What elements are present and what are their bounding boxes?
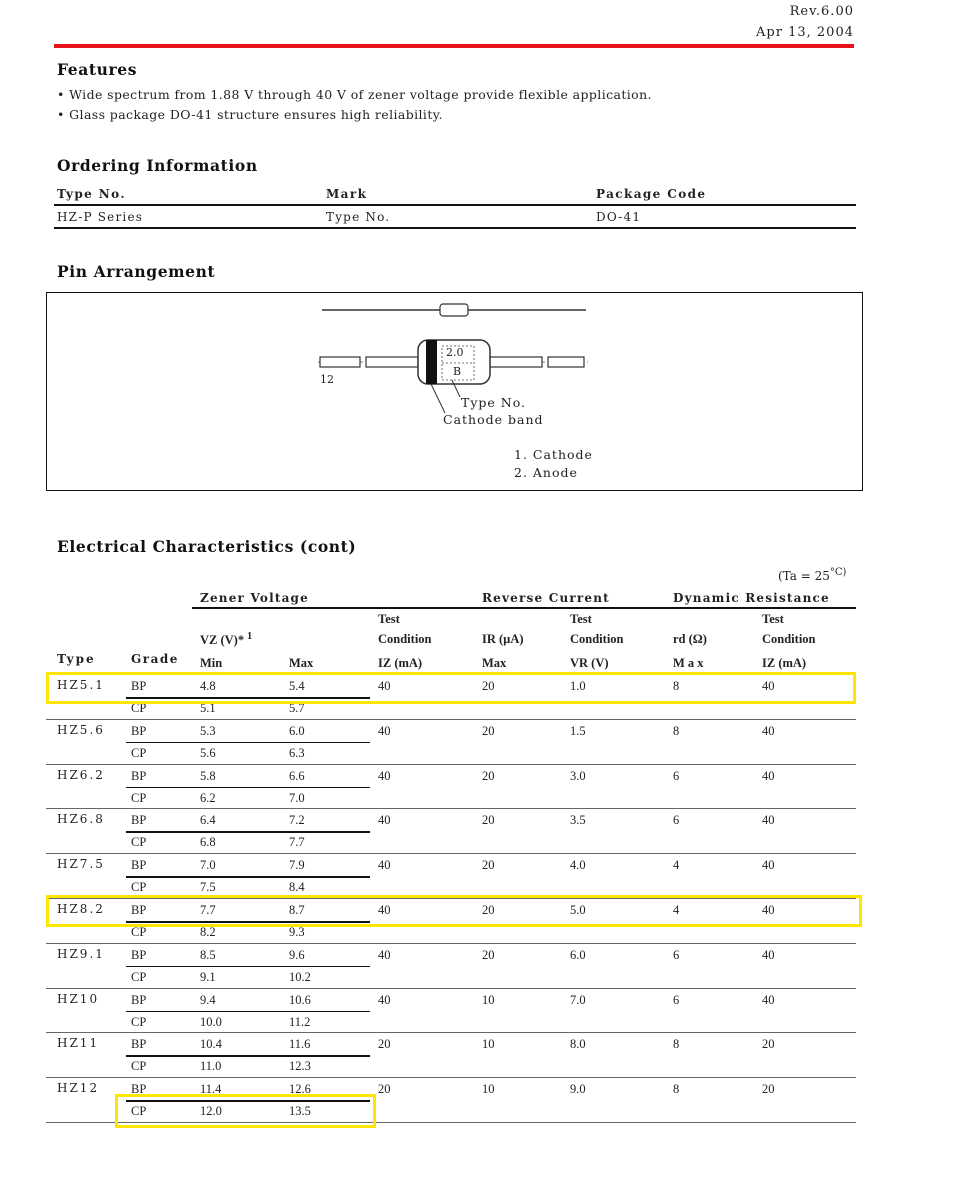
type-cell: HZ12 (57, 1081, 100, 1096)
body-mark-bottom: B (453, 365, 462, 378)
grade-cp: CP (131, 745, 147, 760)
ambient-condition (778, 567, 846, 583)
ir-cell: 10 (482, 1037, 495, 1052)
iz-cell: 40 (378, 947, 391, 962)
cp-max: 8.4 (289, 880, 305, 895)
grade-cp: CP (131, 1104, 147, 1119)
cp-min: 11.0 (200, 1059, 222, 1074)
type-cell: HZ11 (57, 1036, 100, 1051)
feature-item-2: • Glass package DO-41 structure ensures high reliability. (57, 107, 443, 122)
vr-cell: 6.0 (570, 947, 586, 962)
cp-max: 10.2 (289, 969, 311, 984)
grade-bp: BP (131, 1082, 147, 1097)
grade-divider (126, 831, 370, 833)
bp-max: 5.4 (289, 679, 305, 693)
iz-cell: 20 (378, 1082, 391, 1097)
iz-cell: 40 (378, 768, 391, 783)
grade-divider (126, 1011, 370, 1013)
grade-cp: CP (131, 701, 147, 715)
iz2-cell: 40 (762, 903, 775, 917)
grade-bp: BP (131, 723, 147, 738)
pin-numbers: 12 (320, 373, 334, 386)
grade-bp: BP (131, 858, 147, 873)
vr-cell: 5.0 (570, 903, 586, 917)
type-cell: HZ7.5 (57, 857, 105, 872)
sub-vz-note: 1 (247, 631, 253, 642)
iz-cell: 40 (378, 992, 391, 1007)
ordering-cell-mark: Type No. (326, 210, 391, 224)
bp-max: 7.2 (289, 813, 305, 828)
grade-bp: BP (131, 679, 147, 693)
type-cell: HZ5.6 (57, 722, 105, 737)
cp-max: 12.3 (289, 1059, 311, 1074)
iz2-cell: 40 (762, 947, 775, 962)
revision-label: Rev.6.00 (789, 4, 854, 19)
grade-divider (126, 876, 370, 878)
grade-cp: CP (131, 1014, 147, 1029)
bp-min: 7.7 (200, 903, 216, 917)
group-reverse: Reverse Current (482, 591, 610, 605)
iz2-cell: 40 (762, 992, 775, 1007)
ir-cell: 20 (482, 723, 495, 738)
col-iz2: IZ (mA) (762, 656, 807, 670)
group-rule (192, 607, 856, 609)
group-dynamic: Dynamic Resistance (673, 591, 830, 605)
cp-max: 5.7 (289, 701, 305, 715)
rd-cell: 8 (673, 723, 680, 738)
sub-vz-text: VZ (V)* (200, 633, 245, 648)
iz2-cell: 20 (762, 1082, 775, 1097)
vr-cell: 1.5 (570, 723, 586, 738)
iz-cell: 40 (378, 903, 391, 917)
iz-cell: 40 (378, 858, 391, 873)
bp-min: 9.4 (200, 992, 216, 1007)
grade-divider (126, 742, 370, 744)
col-iz: IZ (mA) (378, 656, 423, 670)
ordering-rule-bottom (54, 227, 856, 229)
grade-divider (126, 1055, 370, 1057)
grade-cp: CP (131, 880, 147, 895)
col-type: Type (57, 652, 96, 666)
grade-divider (126, 787, 370, 789)
cp-max: 7.0 (289, 790, 305, 805)
iz-cell: 40 (378, 679, 391, 693)
grade-bp: BP (131, 992, 147, 1007)
cp-max: 11.2 (289, 1014, 311, 1029)
grade-cp: CP (131, 835, 147, 850)
cp-min: 7.5 (200, 880, 216, 895)
cp-min: 10.0 (200, 1014, 222, 1029)
iz-cell: 40 (378, 813, 391, 828)
cp-max: 6.3 (289, 745, 305, 760)
sub-test-1: Test (378, 612, 400, 626)
type-cell: HZ9.1 (57, 946, 105, 961)
ordering-cell-type: HZ-P Series (57, 210, 144, 224)
ir-cell: 20 (482, 768, 495, 783)
grade-bp: BP (131, 903, 147, 917)
cp-min: 8.2 (200, 925, 216, 939)
pin-title: Pin Arrangement (57, 262, 216, 281)
legend-anode: 2. Anode (514, 465, 578, 480)
iz2-cell: 40 (762, 813, 775, 828)
grade-bp: BP (131, 768, 147, 783)
sub-vz (200, 631, 252, 648)
highlight-hz12-cp (115, 1094, 376, 1128)
row-separator (46, 853, 856, 854)
ambient-text: (Ta = 25 (778, 569, 830, 583)
type-cell: HZ10 (57, 991, 100, 1006)
sub-condition-2: Condition (570, 632, 624, 646)
row-separator (46, 1032, 856, 1033)
bp-min: 6.4 (200, 813, 216, 828)
bp-max: 9.6 (289, 947, 305, 962)
row-separator (46, 943, 856, 944)
rd-cell: 6 (673, 947, 680, 962)
header-rule (54, 44, 854, 48)
ordering-cell-package: DO-41 (596, 210, 642, 224)
iz-cell: 40 (378, 723, 391, 738)
row-separator (46, 719, 856, 720)
bp-max: 6.6 (289, 768, 305, 783)
electrical-title: Electrical Characteristics (cont) (57, 537, 357, 556)
bp-min: 4.8 (200, 679, 216, 693)
ordering-title: Ordering Information (57, 156, 258, 175)
bp-max: 7.9 (289, 858, 305, 873)
type-cell: HZ6.2 (57, 767, 105, 782)
vr-cell: 4.0 (570, 858, 586, 873)
grade-bp: BP (131, 1037, 147, 1052)
type-cell: HZ6.8 (57, 812, 105, 827)
cp-max: 9.3 (289, 925, 305, 939)
iz2-cell: 40 (762, 679, 775, 693)
vr-cell: 9.0 (570, 1082, 586, 1097)
label-type-no: Type No. (461, 395, 526, 410)
iz2-cell: 20 (762, 1037, 775, 1052)
bp-max: 6.0 (289, 723, 305, 738)
cp-min: 6.2 (200, 790, 216, 805)
grade-bp: BP (131, 813, 147, 828)
feature-text-2: Glass package DO-41 structure ensures high reliability. (69, 107, 443, 122)
iz2-cell: 40 (762, 768, 775, 783)
ir-cell: 10 (482, 992, 495, 1007)
rd-cell: 8 (673, 679, 680, 693)
row-separator (46, 1077, 856, 1078)
ir-cell: 20 (482, 813, 495, 828)
feature-text-1: Wide spectrum from 1.88 V through 40 V of zener voltage provide flexible application. (69, 87, 652, 102)
bp-min: 10.4 (200, 1037, 222, 1052)
sub-rd: rd (Ω) (673, 632, 707, 646)
iz2-cell: 40 (762, 858, 775, 873)
highlight-hz8-2 (46, 895, 862, 927)
bp-min: 7.0 (200, 858, 216, 873)
rd-cell: 8 (673, 1037, 680, 1052)
date-label: Apr 13, 2004 (756, 25, 854, 40)
cp-min: 12.0 (200, 1104, 222, 1119)
rd-cell: 6 (673, 813, 680, 828)
ordering-header-mark: Mark (326, 187, 368, 201)
feature-item-1: • Wide spectrum from 1.88 V through 40 V of zener voltage provide flexible application. (57, 87, 652, 102)
ir-cell: 10 (482, 1082, 495, 1097)
col-rd-max: M a x (673, 656, 704, 670)
grade-divider (126, 966, 370, 968)
bp-min: 11.4 (200, 1082, 222, 1097)
sub-condition-3: Condition (762, 632, 816, 646)
ordering-header-package: Package Code (596, 187, 707, 201)
iz2-cell: 40 (762, 723, 775, 738)
highlight-hz5-1 (46, 672, 856, 704)
bp-max: 11.6 (289, 1037, 311, 1052)
vr-cell: 8.0 (570, 1037, 586, 1052)
type-cell: HZ5.1 (57, 678, 105, 692)
sub-condition-1: Condition (378, 632, 432, 646)
bp-max: 12.6 (289, 1082, 311, 1097)
body-mark-top: 2.0 (446, 346, 464, 359)
cp-min: 5.6 (200, 745, 216, 760)
sub-test-2: Test (570, 612, 592, 626)
rd-cell: 8 (673, 1082, 680, 1097)
col-min: Min (200, 656, 223, 670)
bp-min: 5.3 (200, 723, 216, 738)
cp-max: 7.7 (289, 835, 305, 850)
col-vr: VR (V) (570, 656, 609, 670)
sub-test-3: Test (762, 612, 784, 626)
bp-max: 10.6 (289, 992, 311, 1007)
ir-cell: 20 (482, 679, 495, 693)
legend-cathode: 1. Cathode (514, 447, 593, 462)
col-ir-max: Max (482, 656, 507, 670)
group-zener: Zener Voltage (200, 591, 309, 605)
ir-cell: 20 (482, 858, 495, 873)
rd-cell: 6 (673, 992, 680, 1007)
cp-min: 6.8 (200, 835, 216, 850)
vr-cell: 1.0 (570, 679, 586, 693)
col-grade: Grade (131, 652, 179, 666)
vr-cell: 3.0 (570, 768, 586, 783)
vr-cell: 7.0 (570, 992, 586, 1007)
rd-cell: 6 (673, 768, 680, 783)
grade-cp: CP (131, 1059, 147, 1074)
grade-cp: CP (131, 790, 147, 805)
type-cell: HZ8.2 (57, 902, 105, 916)
grade-cp: CP (131, 969, 147, 984)
grade-cp: CP (131, 925, 147, 939)
ambient-unit: °C) (829, 567, 847, 578)
vr-cell: 3.5 (570, 813, 586, 828)
ir-cell: 20 (482, 947, 495, 962)
cp-max: 13.5 (289, 1104, 311, 1119)
ordering-header-type: Type No. (57, 187, 126, 201)
cp-min: 9.1 (200, 969, 216, 984)
ir-cell: 20 (482, 903, 495, 917)
bp-min: 5.8 (200, 768, 216, 783)
label-cathode-band: Cathode band (443, 412, 544, 427)
row-separator (46, 808, 856, 809)
grade-bp: BP (131, 947, 147, 962)
cp-min: 5.1 (200, 701, 216, 715)
col-max: Max (289, 656, 314, 670)
row-separator (46, 988, 856, 989)
rd-cell: 4 (673, 858, 680, 873)
ordering-rule-top (54, 204, 856, 206)
sub-ir: IR (µA) (482, 632, 524, 646)
features-title: Features (57, 60, 138, 79)
row-separator (46, 764, 856, 765)
bp-min: 8.5 (200, 947, 216, 962)
bp-max: 8.7 (289, 903, 305, 917)
iz-cell: 20 (378, 1037, 391, 1052)
rd-cell: 4 (673, 903, 680, 917)
